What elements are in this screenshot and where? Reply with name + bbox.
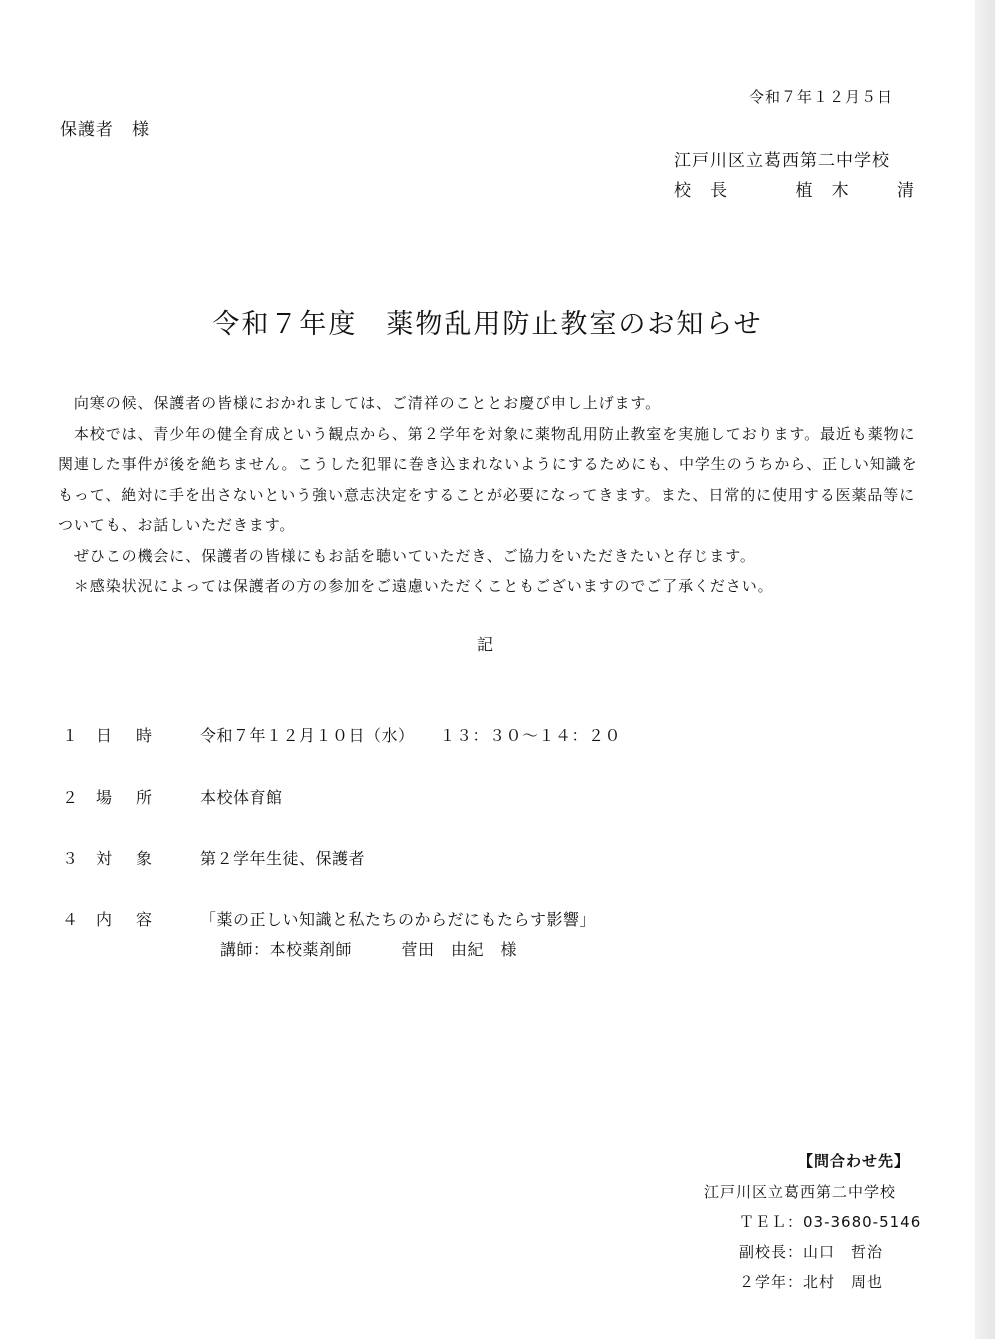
item-label (96, 907, 152, 930)
item-label-char: 所 (135, 788, 152, 807)
lecturer-line: 講師：本校薬剤師 菅田 由紀 様 (220, 940, 518, 959)
item-label-char: 対 (96, 849, 113, 868)
item-label-char: 日 (96, 726, 113, 745)
contact-vice-principal: 副校長：山口 哲治 (739, 1243, 884, 1261)
ki-heading: 記 (477, 635, 494, 654)
item-value: 本校体育館 (200, 788, 283, 807)
body-paragraph: 向寒の候、保護者の皆様におかれましては、ご清祥のこととお慶び申し上げます。 (58, 394, 662, 412)
item-number: １ (62, 726, 79, 745)
body-paragraph: 本校では、青少年の健全育成という観点から、第２学年を対象に薬物乱用防止教室を実施しております。最近も薬物に関連した事件が後を絶ちません。こうした犯罪に巻き込まれないようにするためにも、中学生のうちから、正しい知識をもって、絶対に手を出さないという強い意志決定をすることが必要になってきます。また、日常的に使用する医薬品等についても、お話しいただきます。 (58, 424, 918, 534)
sender-principal (674, 176, 914, 201)
principal-name-char: 植 (795, 181, 813, 201)
item-label (96, 723, 152, 746)
item-label (96, 846, 152, 869)
item-value: 令和７年１２月１０日（水） １３：３０～１４：２０ (200, 726, 622, 745)
item-label-char: 内 (96, 910, 113, 929)
page-edge (975, 0, 995, 1339)
body-paragraph: ＊感染状況によっては保護者の方の参加をご遠慮いただくこともございますのでご了承ください。 (58, 577, 774, 595)
contact-school: 江戸川区立葛西第二中学校 (704, 1183, 897, 1201)
contact-heading: 【問合わせ先】 (798, 1152, 911, 1170)
issue-date: 令和７年１２月５日 (748, 88, 893, 106)
item-label-char: 象 (135, 849, 152, 868)
item-label-char: 場 (96, 788, 113, 807)
item-number: ２ (62, 788, 79, 807)
addressee: 保護者 様 (60, 120, 150, 140)
item-label-char: 時 (135, 726, 152, 745)
principal-name-char: 清 (896, 181, 914, 201)
sender-school: 江戸川区立葛西第二中学校 (674, 151, 890, 171)
item-label-char: 容 (135, 910, 152, 929)
item-label (96, 785, 152, 808)
principal-title-char: 長 (710, 181, 728, 201)
item-number: ４ (62, 910, 79, 929)
item-value: 第２学年生徒、保護者 (200, 849, 366, 868)
body-text (58, 388, 918, 602)
contact-grade-teacher: ２学年：北村 周也 (739, 1273, 884, 1291)
document-title: 令和７年度 薬物乱用防止教室のお知らせ (212, 309, 763, 340)
item-number: ３ (62, 849, 79, 868)
body-paragraph: ぜひこの機会に、保護者の皆様にもお話を聴いていただき、ご協力をいただきたいと存じます。 (58, 546, 756, 565)
principal-name-char: 木 (831, 181, 849, 201)
principal-title-char: 校 (674, 181, 691, 201)
contact-tel: ＴＥＬ：03-3680-5146 (739, 1213, 922, 1231)
item-value: 「薬の正しい知識と私たちのからだにもたらす影響」 (200, 910, 597, 929)
